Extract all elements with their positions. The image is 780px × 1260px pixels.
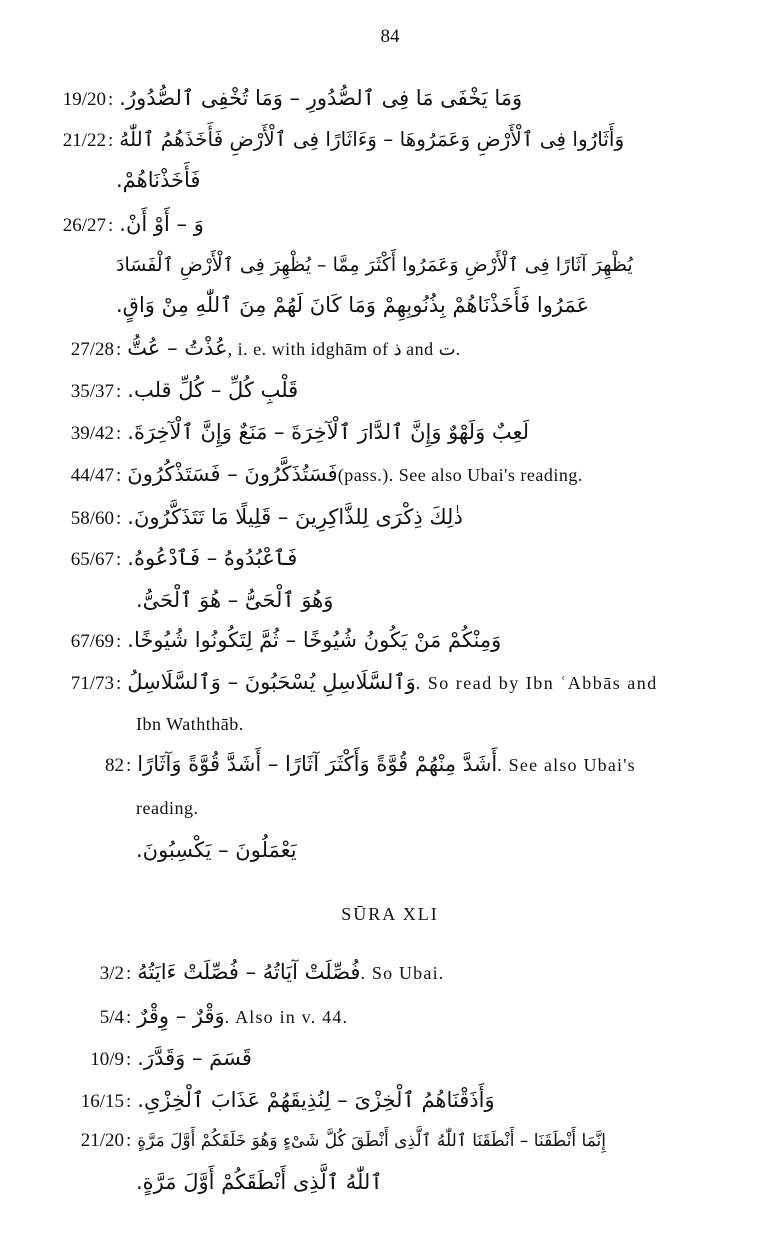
- entry-21-20-continuation: [136, 1170, 383, 1194]
- verse-ref: 10/9: [90, 1049, 124, 1070]
- verse-ref: 39/42: [70, 423, 114, 444]
- arabic-reading: ذٰلِكَ ذِكْرَى لِلذَّاكِرِينَ – قَلِيلًا مَا تَتَذَكَّرُونَ.: [127, 505, 463, 529]
- entry-65-67: 65/67 : فَٱعْبُدُوهُ – فَٱدْعُوهُ.: [46, 546, 297, 571]
- arabic-reading: يُظْهِرَ آثَارًا فِى ٱلْأَرْضِ وَعَمَرُوا أَكْثَرَ مِمَّا – يُظْهِرَ فِى ٱلْأَرْضِ ٱلْفَسَادَ: [116, 254, 633, 276]
- commentary: . So Ubai.: [360, 963, 445, 983]
- entry-21-20: 21/20 : إِنَّمَا أَنْطَقَنَا – أَنْطَقَنَا ٱللّٰهُ ٱلَّذِى أَنْطَقَ كُلَّ شَىْءٍ وَهُوَ خَلَقَكُمْ أَوَّلَ مَرَّةٍ: [46, 1130, 606, 1152]
- commentary: (pass.). See also Ubai's reading.: [337, 465, 583, 485]
- commentary: reading.: [136, 798, 199, 818]
- verse-ref: 16/15: [80, 1091, 124, 1112]
- verse-ref: 21/22: [62, 130, 106, 151]
- verse-ref: 67/69: [70, 631, 114, 652]
- entry-39-42: 39/42 : لَعِبٌ وَلَهْوٌ وَإِنَّ ٱلدَّارَ ٱلْآخِرَةَ – مَنَعٌ وَإِنَّ ٱلْآخِرَةَ.: [46, 420, 529, 445]
- arabic-reading: وَٱلسَّلَاسِلِ يُسْحَبُونَ – وَٱلسَّلَاسِلُ: [127, 670, 416, 694]
- commentary: . Also in v. 44.: [224, 1007, 349, 1027]
- verse-ref: 5/4: [99, 1007, 124, 1028]
- verse-ref: 26/27: [62, 215, 106, 236]
- sura-heading: SŪRA XLI: [341, 904, 439, 924]
- entry-26-27-line-3: [116, 293, 589, 317]
- commentary: , i. e. with idghām of ذ and ت.: [227, 339, 461, 359]
- entry-67-69: 67/69 : وَمِنْكُمْ مَنْ يَكُونُ شُيُوخًا – ثُمَّ لِتَكُونُوا شُيُوخًا.: [46, 628, 501, 653]
- arabic-reading: ٱللّٰهُ ٱلَّذِى أَنْطَقَكُمْ أَوَّلَ مَرَّةٍ.: [136, 1170, 383, 1194]
- verse-ref: 35/37: [70, 381, 114, 402]
- arabic-reading: إِنَّمَا أَنْطَقَنَا – أَنْطَقَنَا ٱللّٰهُ ٱلَّذِى أَنْطَقَ كُلَّ شَىْءٍ وَهُوَ خَلَقَكُمْ أَوَّلَ مَرَّةٍ: [137, 1131, 606, 1151]
- entry-44-47: 44/47 : فَسَتُذَكَّرُونَ – فَسَتَذْكُرُونَ (pass.). See also Ubai's reading.: [46, 462, 583, 487]
- arabic-reading: فَأَخَذْنَاهُمْ.: [116, 168, 201, 192]
- entry-58-60: 58/60 : ذٰلِكَ ذِكْرَى لِلذَّاكِرِينَ – قَلِيلًا مَا تَتَذَكَّرُونَ.: [46, 505, 463, 530]
- entry-35-37: 35/37 : قَلْبِ كُلِّ – كُلِّ قلب.: [46, 378, 298, 403]
- entry-65-67-line-2: [136, 588, 333, 612]
- verse-ref: 82: [105, 755, 124, 776]
- arabic-reading: يَعْمَلُونَ – يَكْسِبُونَ.: [136, 838, 297, 862]
- entry-82: 82 : أَشَدَّ مِنْهُمْ قُوَّةً وَأَكْثَرَ آثَارًا – أَشَدَّ قُوَّةً وَآثَارًا . See also Ubai's: [46, 752, 636, 777]
- entry-5-4: 5/4 : وَقْرٌ – وِقْرٌ . Also in v. 44.: [46, 1004, 348, 1029]
- arabic-reading: قَسَمَ – وَقَدَّرَ.: [137, 1046, 252, 1070]
- entry-16-15: 16/15 : وَأَذَقْنَاهُمُ ٱلْخِزْىَ – لِنُذِيقَهُمْ عَذَابَ ٱلْخِزْىِ.: [46, 1088, 495, 1113]
- arabic-reading: فُصِّلَتْ آيَاتُهُ – فُصِّلَتْ ءَايَتُهُ: [137, 960, 361, 984]
- entry-3-2: 3/2 : فُصِّلَتْ آيَاتُهُ – فُصِّلَتْ ءَايَتُهُ . So Ubai.: [46, 960, 444, 985]
- arabic-reading: عَمَرُوا فَأَخَذْنَاهُمْ بِذُنُوبِهِمْ وَمَا كَانَ لَهُمْ مِنَ ٱللّٰهِ مِنْ وَاقٍ.: [116, 293, 590, 317]
- verse-ref: 65/67: [70, 549, 114, 570]
- commentary: Ibn Waththāb.: [136, 714, 244, 734]
- arabic-reading: فَٱعْبُدُوهُ – فَٱدْعُوهُ.: [127, 546, 298, 570]
- entry-71-73-continuation: [136, 714, 244, 735]
- commentary: . So read by Ibn ʿAbbās and: [415, 673, 658, 693]
- arabic-reading: عُذْتُ – عُتُّ: [127, 336, 228, 360]
- entry-26-27-line-2: [116, 254, 633, 276]
- arabic-reading: وَأَثَارُوا فِى ٱلْأَرْضِ وَعَمَرُوهَا – وَءَاثَارًا فِى ٱلْأَرْضِ فَأَخَذَهُمُ ٱللّٰهُ: [119, 127, 625, 151]
- entry-71-73: 71/73 : وَٱلسَّلَاسِلِ يُسْحَبُونَ – وَٱلسَّلَاسِلُ . So read by Ibn ʿAbbās and: [46, 670, 658, 695]
- arabic-reading: وَمَا يَخْفَى مَا فِى ٱلصُّدُورِ – وَمَا تُخْفِى ٱلصُّدُورُ.: [119, 86, 523, 110]
- arabic-reading: وَقْرٌ – وِقْرٌ: [137, 1004, 225, 1028]
- verse-ref: 27/28: [70, 339, 114, 360]
- page-number: 84: [380, 26, 400, 47]
- entry-21-22: 21/22 : وَأَثَارُوا فِى ٱلْأَرْضِ وَعَمَرُوهَا – وَءَاثَارًا فِى ٱلْأَرْضِ فَأَخَذَهُمُ ٱللّٰهُ: [46, 127, 624, 152]
- arabic-reading: وَمِنْكُمْ مَنْ يَكُونُ شُيُوخًا – ثُمَّ لِتَكُونُوا شُيُوخًا.: [127, 628, 502, 652]
- arabic-reading: أَشَدَّ مِنْهُمْ قُوَّةً وَأَكْثَرَ آثَارًا – أَشَدَّ قُوَّةً وَآثَارًا: [137, 752, 498, 776]
- entry-21-22-continuation: [116, 168, 200, 192]
- arabic-reading: فَسَتُذَكَّرُونَ – فَسَتَذْكُرُونَ: [127, 462, 338, 486]
- verse-ref: 71/73: [70, 673, 114, 694]
- verse-ref: 3/2: [99, 963, 124, 984]
- arabic-reading: وَأَذَقْنَاهُمُ ٱلْخِزْىَ – لِنُذِيقَهُمْ عَذَابَ ٱلْخِزْىِ.: [137, 1088, 495, 1112]
- arabic-reading: قَلْبِ كُلِّ – كُلِّ قلب.: [127, 378, 299, 402]
- entry-82-line-3: [136, 838, 297, 862]
- verse-ref: 44/47: [70, 465, 114, 486]
- arabic-reading: لَعِبٌ وَلَهْوٌ وَإِنَّ ٱلدَّارَ ٱلْآخِرَةَ – مَنَعٌ وَإِنَّ ٱلْآخِرَةَ.: [127, 420, 530, 444]
- commentary: . See also Ubai's: [497, 755, 636, 775]
- verse-ref: 58/60: [70, 508, 114, 529]
- entry-19-20: 19/20 : وَمَا يَخْفَى مَا فِى ٱلصُّدُورِ – وَمَا تُخْفِى ٱلصُّدُورُ.: [46, 86, 522, 111]
- arabic-reading: وَ – أَوْ أَنْ.: [119, 212, 204, 236]
- entry-26-27: 26/27 : وَ – أَوْ أَنْ.: [46, 212, 204, 237]
- entry-82-continuation: [136, 798, 198, 819]
- arabic-reading: وَهُوَ ٱلْحَىُّ – هُوَ ٱلْحَىُّ.: [136, 588, 334, 612]
- verse-ref: 19/20: [62, 89, 106, 110]
- verse-ref: 21/20: [80, 1130, 124, 1151]
- entry-10-9: 10/9 : قَسَمَ – وَقَدَّرَ.: [46, 1046, 252, 1071]
- entry-27-28: 27/28 : عُذْتُ – عُتُّ , i. e. with idghām of ذ and ت.: [46, 336, 460, 361]
